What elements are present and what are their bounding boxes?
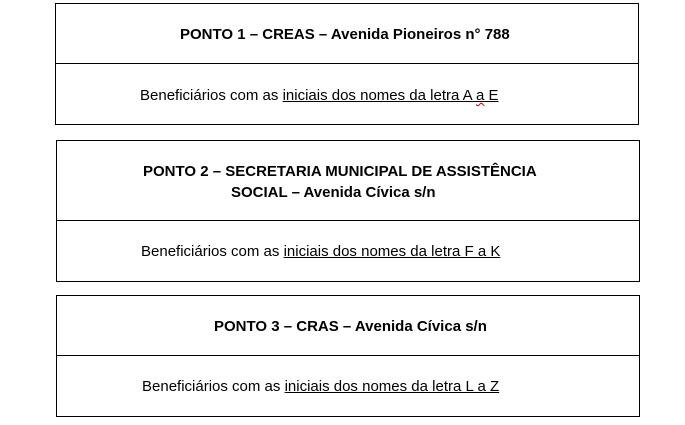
point-1-box: [55, 3, 639, 125]
point-1-divider: [56, 63, 638, 64]
point-2-box: [56, 140, 640, 282]
point-2-divider: [57, 220, 639, 221]
spellcheck-flagged-word: a: [476, 87, 485, 104]
point-2-title-line-1: PONTO 2 – SECRETARIA MUNICIPAL DE ASSISTÊNCIA: [143, 163, 537, 180]
point-3-title: PONTO 3 – CRAS – Avenida Cívica s/n: [214, 318, 487, 335]
point-2-description-prefix: Beneficiários com as: [141, 243, 284, 260]
stray-mark: [343, 124, 344, 125]
point-1-description: [140, 86, 499, 106]
point-1-letters-text: iniciais dos nomes da letra A: [282, 87, 477, 104]
point-3-description: [142, 377, 499, 397]
point-2-description-underlined: iniciais dos nomes da letra F a K: [283, 243, 501, 260]
point-3-divider: [57, 355, 639, 356]
point-3-description-prefix: Beneficiários com as: [142, 378, 285, 395]
point-1-title: PONTO 1 – CREAS – Avenida Pioneiros n° 788: [180, 26, 510, 43]
point-1-description-prefix: Beneficiários com as: [140, 87, 283, 104]
point-3-box: [56, 295, 640, 417]
point-2-title-line-2: SOCIAL – Avenida Cívica s/n: [231, 184, 436, 201]
point-1-letters-end: E: [484, 87, 499, 104]
point-2-description: [141, 242, 500, 262]
point-3-description-underlined: iniciais dos nomes da letra L a Z: [284, 378, 500, 395]
point-1-description-underlined: [283, 87, 499, 104]
